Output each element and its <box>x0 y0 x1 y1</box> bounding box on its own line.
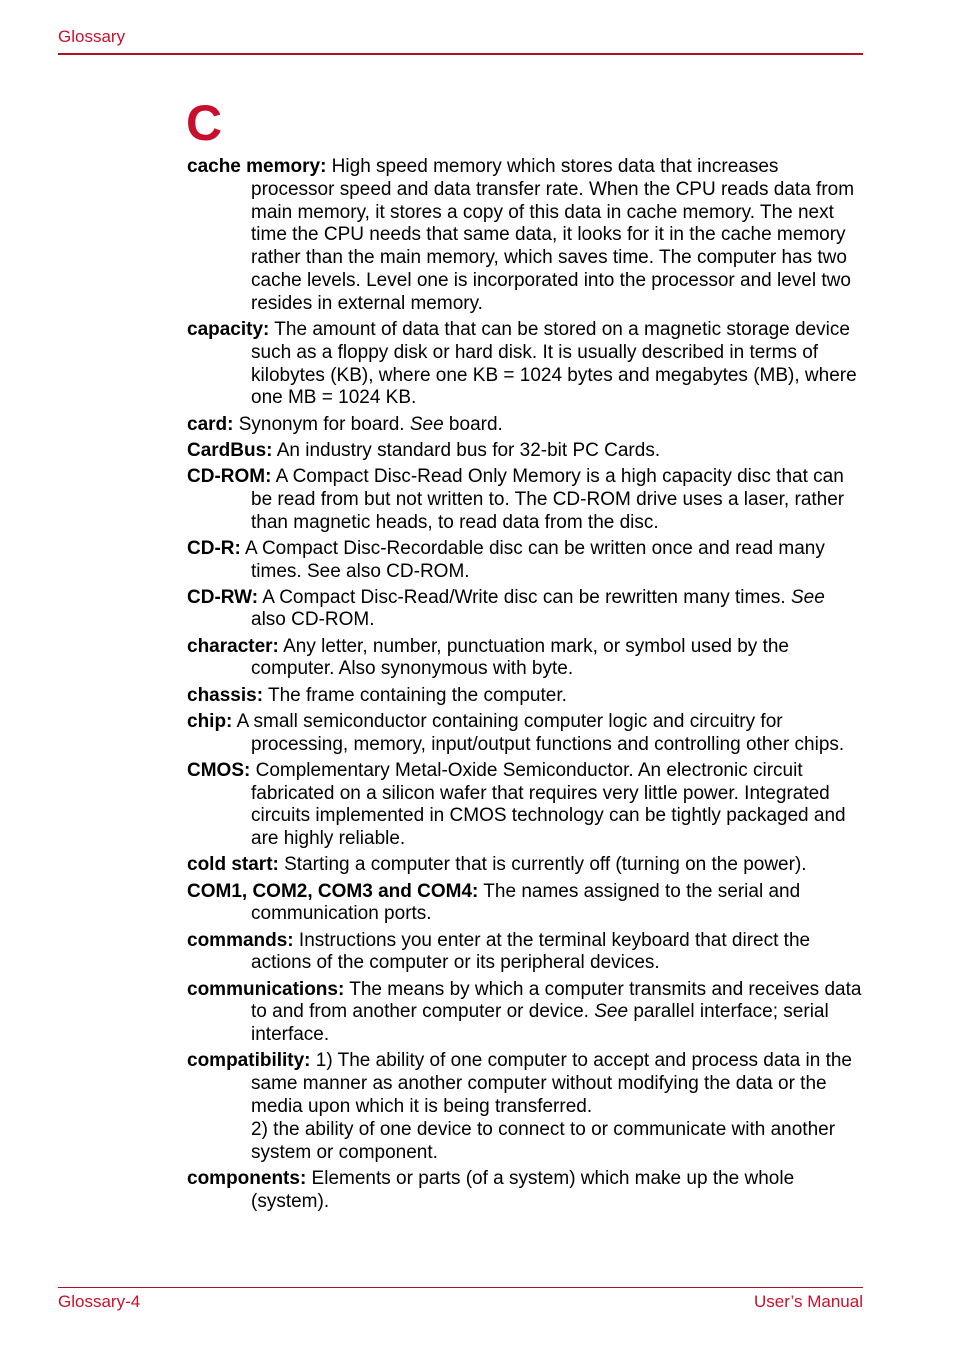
footer-rule <box>58 1287 863 1288</box>
see-reference: See <box>594 1001 629 1023</box>
glossary-definition: Instructions you enter at the terminal keyboard that direct the actions of the computer or its peripheral devices. <box>251 929 811 974</box>
glossary-term: CD-R: <box>187 537 241 559</box>
glossary-term: card: <box>187 413 234 435</box>
glossary-definition: 1) The ability of one computer to accept and process data in the same manner as another computer without modifying the data or the media upon which it is being transferred. <box>251 1050 852 1117</box>
page-header-title: Glossary <box>58 27 126 46</box>
glossary-entries <box>187 156 863 1217</box>
glossary-term: commands: <box>187 929 294 951</box>
manual-title: User’s Manual <box>754 1292 863 1311</box>
glossary-term: cold start: <box>187 854 279 876</box>
glossary-entry <box>187 319 863 410</box>
glossary-term: COM1, COM2, COM3 and COM4: <box>187 880 479 902</box>
glossary-definition: A Compact Disc-Read Only Memory is a high capacity disc that can be read from but not written to. The CD-ROM drive uses a laser, rather than magnetic heads, to read data from the disc. <box>251 465 845 533</box>
page-number: Glossary-4 <box>58 1292 141 1311</box>
glossary-definition: An industry standard bus for 32-bit PC Cards. <box>272 439 661 461</box>
glossary-term: components: <box>187 1167 307 1189</box>
glossary-definition: Complementary Metal-Oxide Semiconductor. An electronic circuit fabricated on a silicon wafer that requires very little power. Integrated circuits implemented in CMOS technology can be tightly packaged and are highly reliable. <box>250 759 846 850</box>
see-reference: See <box>790 586 825 608</box>
glossary-term: character: <box>187 635 279 657</box>
glossary-entry <box>187 930 863 976</box>
glossary-definition: A Compact Disc-Recordable disc can be written once and read many times. See also CD-ROM. <box>240 537 825 582</box>
section-letter: C <box>186 95 223 151</box>
glossary-definition: Synonym for board. <box>233 413 410 435</box>
glossary-definition-paragraph: 2) the ability of one device to connect to or communicate with another system or component. <box>251 1118 836 1163</box>
glossary-definition: A small semiconductor containing computer logic and circuitry for processing, memory, input/output functions and controlling other chips. <box>232 710 845 755</box>
glossary-entry <box>187 414 863 437</box>
glossary-entry <box>187 466 863 534</box>
glossary-entry <box>187 1168 863 1214</box>
glossary-term: cache memory: <box>187 156 327 177</box>
glossary-entry <box>187 979 863 1047</box>
glossary-entry <box>187 636 863 682</box>
glossary-definition-continued: board. <box>443 413 503 435</box>
glossary-definition: The means by which a computer transmits and receives data to and from another computer or device. <box>251 978 862 1023</box>
glossary-entry <box>187 881 863 927</box>
glossary-definition: The amount of data that can be stored on a magnetic storage device such as a floppy disk or hard disk. It is usually described in terms of kilobytes (KB), where one KB = 1024 bytes and megabytes (MB), where one MB = 1024 KB. <box>251 318 857 409</box>
glossary-term: CardBus: <box>187 439 273 461</box>
glossary-definition: Elements or parts (of a system) which make up the whole (system). <box>251 1167 795 1212</box>
glossary-entry <box>187 156 863 316</box>
glossary-entry <box>187 760 863 851</box>
glossary-entry <box>187 587 863 633</box>
glossary-entry <box>187 538 863 584</box>
glossary-definition: The frame containing the computer. <box>263 684 567 706</box>
glossary-term: compatibility: <box>187 1050 311 1072</box>
glossary-term: capacity: <box>187 318 270 340</box>
glossary-definition: A Compact Disc-Read/Write disc can be rewritten many times. <box>258 586 791 608</box>
glossary-term: CD-ROM: <box>187 465 272 487</box>
glossary-term: CD-RW: <box>187 586 259 608</box>
glossary-term: chassis: <box>187 684 264 706</box>
glossary-definition-continued: also CD-ROM. <box>251 609 375 631</box>
glossary-entry <box>187 1050 863 1164</box>
glossary-definition: The names assigned to the serial and communication ports. <box>251 880 801 925</box>
glossary-definition: Any letter, number, punctuation mark, or symbol used by the computer. Also synonymous with byte. <box>251 635 789 680</box>
glossary-entry <box>187 440 863 463</box>
see-reference: See <box>409 413 444 435</box>
glossary-definition-continued: parallel interface; serial interface. <box>251 1001 829 1046</box>
glossary-term: communications: <box>187 978 345 1000</box>
glossary-term: CMOS: <box>187 759 251 781</box>
glossary-definition: Starting a computer that is currently off (turning on the power). <box>278 854 807 876</box>
glossary-term: chip: <box>187 710 233 732</box>
glossary-definition: High speed memory which stores data that increases processor speed and data transfer rate. When the CPU reads data from main memory, it stores a copy of this data in cache memory. The next time the CPU needs that same data, it looks for it in the cache memory rather than the main memory, which saves time. The computer has two cache levels. Level one is incorporated into the processor and level two resides in external memory. <box>251 156 855 314</box>
glossary-entry <box>187 685 863 708</box>
header-rule <box>58 53 863 55</box>
glossary-entry <box>187 711 863 757</box>
glossary-entry <box>187 854 863 877</box>
